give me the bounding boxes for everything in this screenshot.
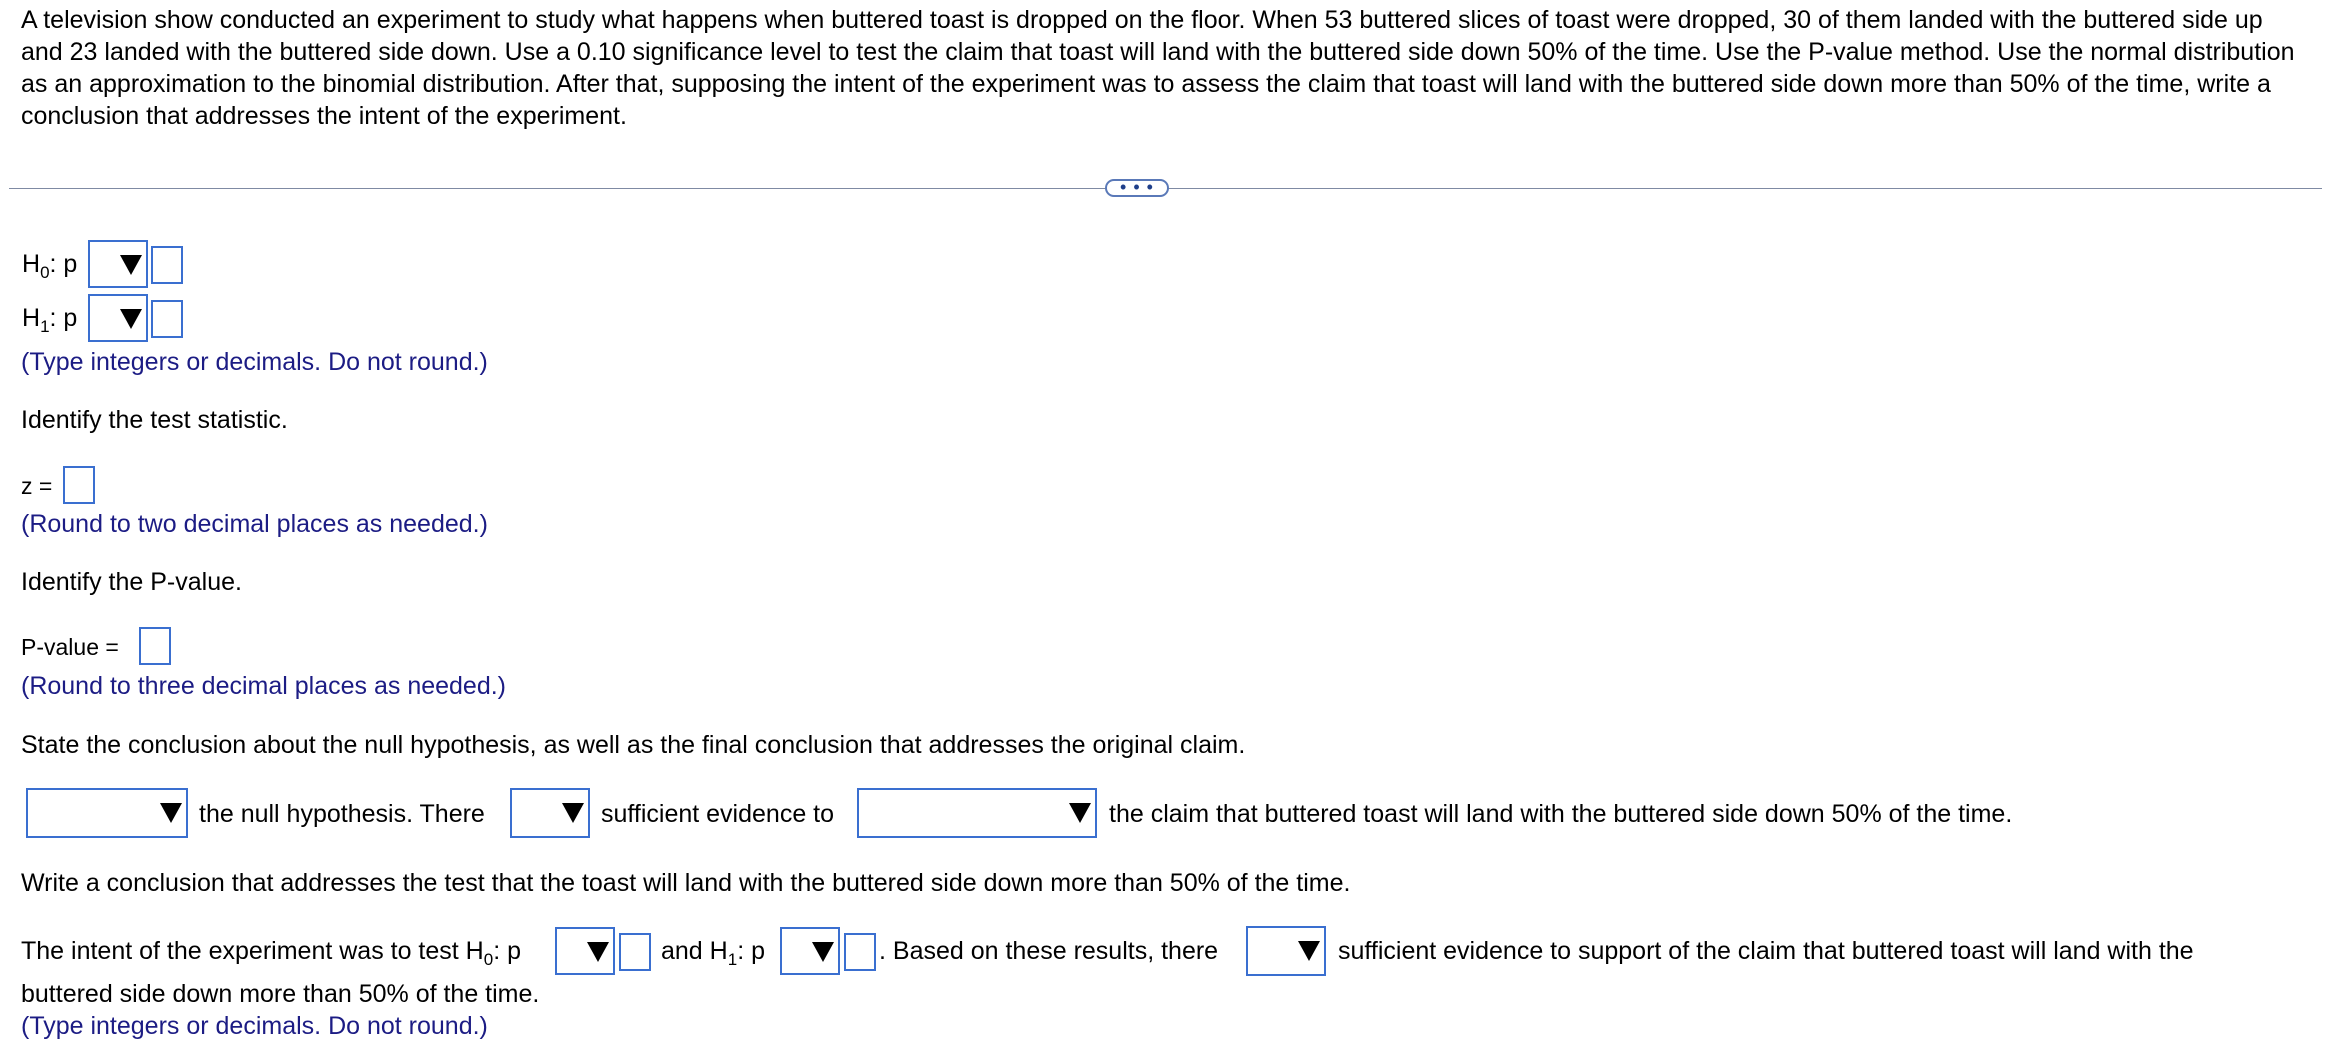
p-value-label: P-value = [21, 634, 119, 660]
chevron-down-icon [120, 309, 142, 329]
conclusion-text-1: the null hypothesis. There [199, 800, 485, 828]
intent-hint: (Type integers or decimals. Do not round.) [21, 1012, 488, 1040]
h0-label: $H_0$: p [22, 250, 78, 282]
hypotheses-hint: (Type integers or decimals. Do not round.) [21, 348, 488, 376]
evidence-dropdown[interactable] [510, 788, 590, 838]
problem-statement: A television show conducted an experiment to study what happens when buttered toast is dropped on the floor. When 53 buttered slices of toast were dropped, 30 of them landed with the buttered side up and 23 landed with the buttered side down. Use a 0.10 significance level to test the claim that toast will land with the buttered side down 50% of the time. Use the P-value method. Use the normal distribution as an approximation to the binomial distribution. After that, supposing the intent of the experiment was to assess the claim that toast will land with the buttered side down more than 50% of the time, write a conclusion that addresses the intent of the experiment. [21, 6, 2295, 130]
h1-label: $H_1$: p [22, 304, 78, 336]
conclusion-prompt: State the conclusion about the null hypothesis, as well as the final conclusion that addresses the original claim. [21, 731, 1246, 759]
h0-operator-dropdown[interactable] [88, 240, 148, 288]
z-label: z = [21, 473, 53, 499]
chevron-down-icon [587, 942, 609, 962]
chevron-down-icon [160, 803, 182, 823]
chevron-down-icon [562, 803, 584, 823]
intent-lead: The intent of the experiment was to test $H_0$: p [21, 937, 521, 969]
null-decision-dropdown[interactable] [26, 788, 188, 838]
intent-h1-operator-dropdown[interactable] [780, 927, 840, 975]
h0-value-input[interactable] [151, 246, 183, 284]
intent-prompt: Write a conclusion that addresses the test that the toast will land with the buttered side down more than 50% of the time. [21, 869, 1351, 897]
intent-results: . Based on these results, there [879, 937, 1219, 965]
claim-action-dropdown[interactable] [857, 788, 1097, 838]
intent-h0-operator-dropdown[interactable] [555, 927, 615, 975]
h1-value-input[interactable] [151, 300, 183, 338]
h1-operator-dropdown[interactable] [88, 294, 148, 342]
intent-line-2: buttered side down more than 50% of the time. [21, 980, 540, 1008]
intent-support: sufficient evidence to support of the claim that buttered toast will land with the [1338, 937, 2194, 965]
conclusion-text-2: sufficient evidence to [601, 800, 835, 828]
test-stat-prompt: Identify the test statistic. [21, 406, 288, 434]
chevron-down-icon [812, 942, 834, 962]
p-value-input[interactable] [139, 627, 171, 665]
p-value-prompt: Identify the P-value. [21, 568, 242, 596]
p-value-hint: (Round to three decimal places as needed.) [21, 672, 507, 700]
intent-h0-value-input[interactable] [619, 933, 651, 971]
expand-more-button[interactable]: • • • [1105, 179, 1169, 197]
intent-h1-value-input[interactable] [844, 933, 876, 971]
intent-evidence-dropdown[interactable] [1246, 926, 1326, 976]
conclusion-text-3: the claim that buttered toast will land with the buttered side down 50% of the time. [1109, 800, 2013, 828]
z-value-input[interactable] [63, 466, 95, 504]
test-stat-hint: (Round to two decimal places as needed.) [21, 510, 488, 538]
chevron-down-icon [120, 255, 142, 275]
intent-and: and $H_1$: p [661, 937, 765, 969]
chevron-down-icon [1298, 941, 1320, 961]
chevron-down-icon [1069, 803, 1091, 823]
